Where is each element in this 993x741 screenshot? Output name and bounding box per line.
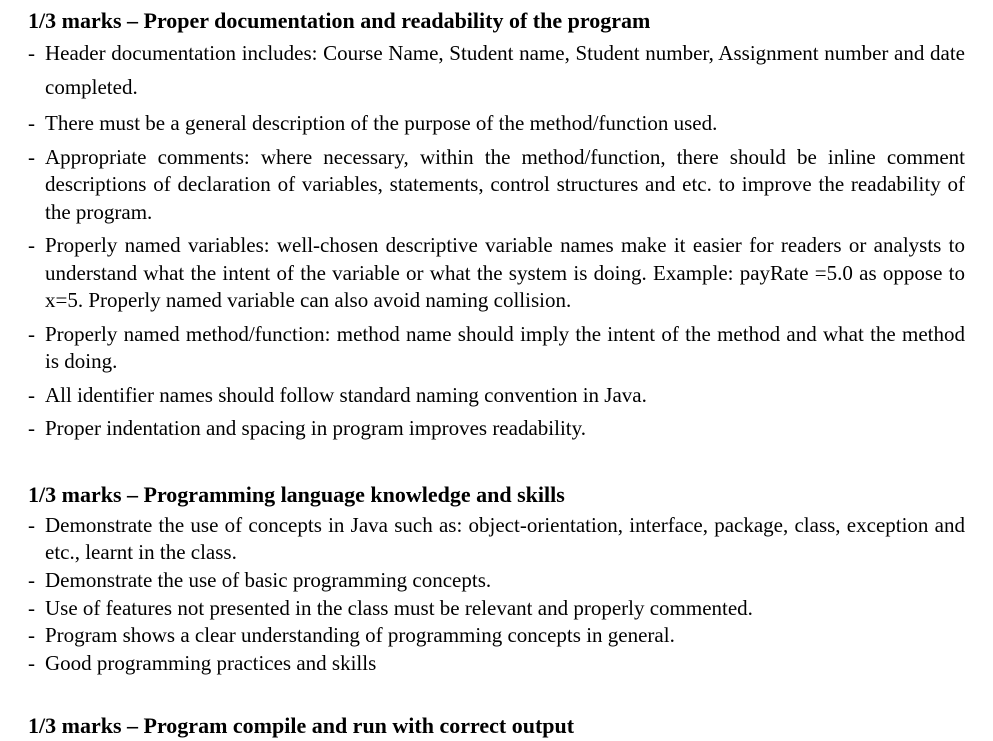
- bullet-dash: -: [28, 595, 35, 620]
- bullet-dash: -: [28, 111, 35, 135]
- list-item: [28, 622, 965, 650]
- section-documentation: [28, 6, 965, 443]
- bullet-dash: -: [28, 416, 35, 440]
- bullet-dash: -: [28, 233, 35, 257]
- list-item-text: Use of features not presented in the class must be relevant and properly commented.: [45, 595, 753, 620]
- list-item: [28, 232, 965, 315]
- list-item: [28, 512, 965, 567]
- list-item: [28, 110, 965, 138]
- bullet-dash: -: [28, 41, 35, 65]
- list-item: [28, 595, 965, 623]
- list-item-text: All identifier names should follow standard naming convention in Java.: [45, 382, 647, 407]
- list-item: [28, 567, 965, 595]
- list-item: [28, 382, 965, 410]
- criteria-list: [28, 512, 965, 678]
- list-item: [28, 415, 965, 443]
- list-item-text: Good programming practices and skills: [45, 651, 377, 676]
- list-item-text: Program shows a clear understanding of programming concepts in general.: [45, 623, 675, 648]
- list-item-text: Proper indentation and spacing in program improves readability.: [45, 416, 586, 440]
- list-item-text: Demonstrate the use of concepts in Java such as: object-orientation, interface, package, class, exception and etc., learnt in the class.: [45, 512, 965, 565]
- list-item: [28, 650, 965, 678]
- bullet-dash: -: [28, 382, 35, 407]
- list-item-text: Header documentation includes: Course Name, Student name, Student number, Assignment number and date completed.: [45, 41, 965, 99]
- bullet-dash: -: [28, 512, 35, 537]
- list-item: [28, 321, 965, 376]
- bullet-dash: -: [28, 567, 35, 592]
- section-language-knowledge: [28, 480, 965, 678]
- bullet-dash: -: [28, 144, 35, 169]
- section-heading: 1/3 marks – Program compile and run with correct output: [28, 712, 575, 738]
- bullet-dash: -: [28, 321, 35, 346]
- bullet-dash: -: [28, 651, 35, 676]
- list-item-text: Appropriate comments: where necessary, within the method/function, there should be inline comment descriptions of declaration of variables, statements, control structures and etc. to improve the readability of the program.: [45, 144, 965, 224]
- list-item-text: Properly named method/function: method name should imply the intent of the method and what the method is doing.: [45, 321, 965, 373]
- section-compile-run: [28, 711, 965, 741]
- list-item-text: There must be a general description of the purpose of the method/function used.: [45, 111, 718, 135]
- section-heading: 1/3 marks – Programming language knowledge and skills: [28, 481, 565, 507]
- criteria-list: [28, 36, 965, 443]
- list-item: [28, 36, 965, 104]
- bullet-dash: -: [28, 623, 35, 648]
- list-item-text: Properly named variables: well-chosen descriptive variable names make it easier for readers or analysts to understand what the intent of the variable or what the system is doing. Example: payRate =5.0 as oppose to x=5. Properly named variable can also avoid naming collision.: [45, 233, 965, 312]
- list-item: [28, 144, 965, 227]
- list-item-text: Demonstrate the use of basic programming concepts.: [45, 567, 492, 592]
- section-heading: 1/3 marks – Proper documentation and readability of the program: [28, 8, 651, 33]
